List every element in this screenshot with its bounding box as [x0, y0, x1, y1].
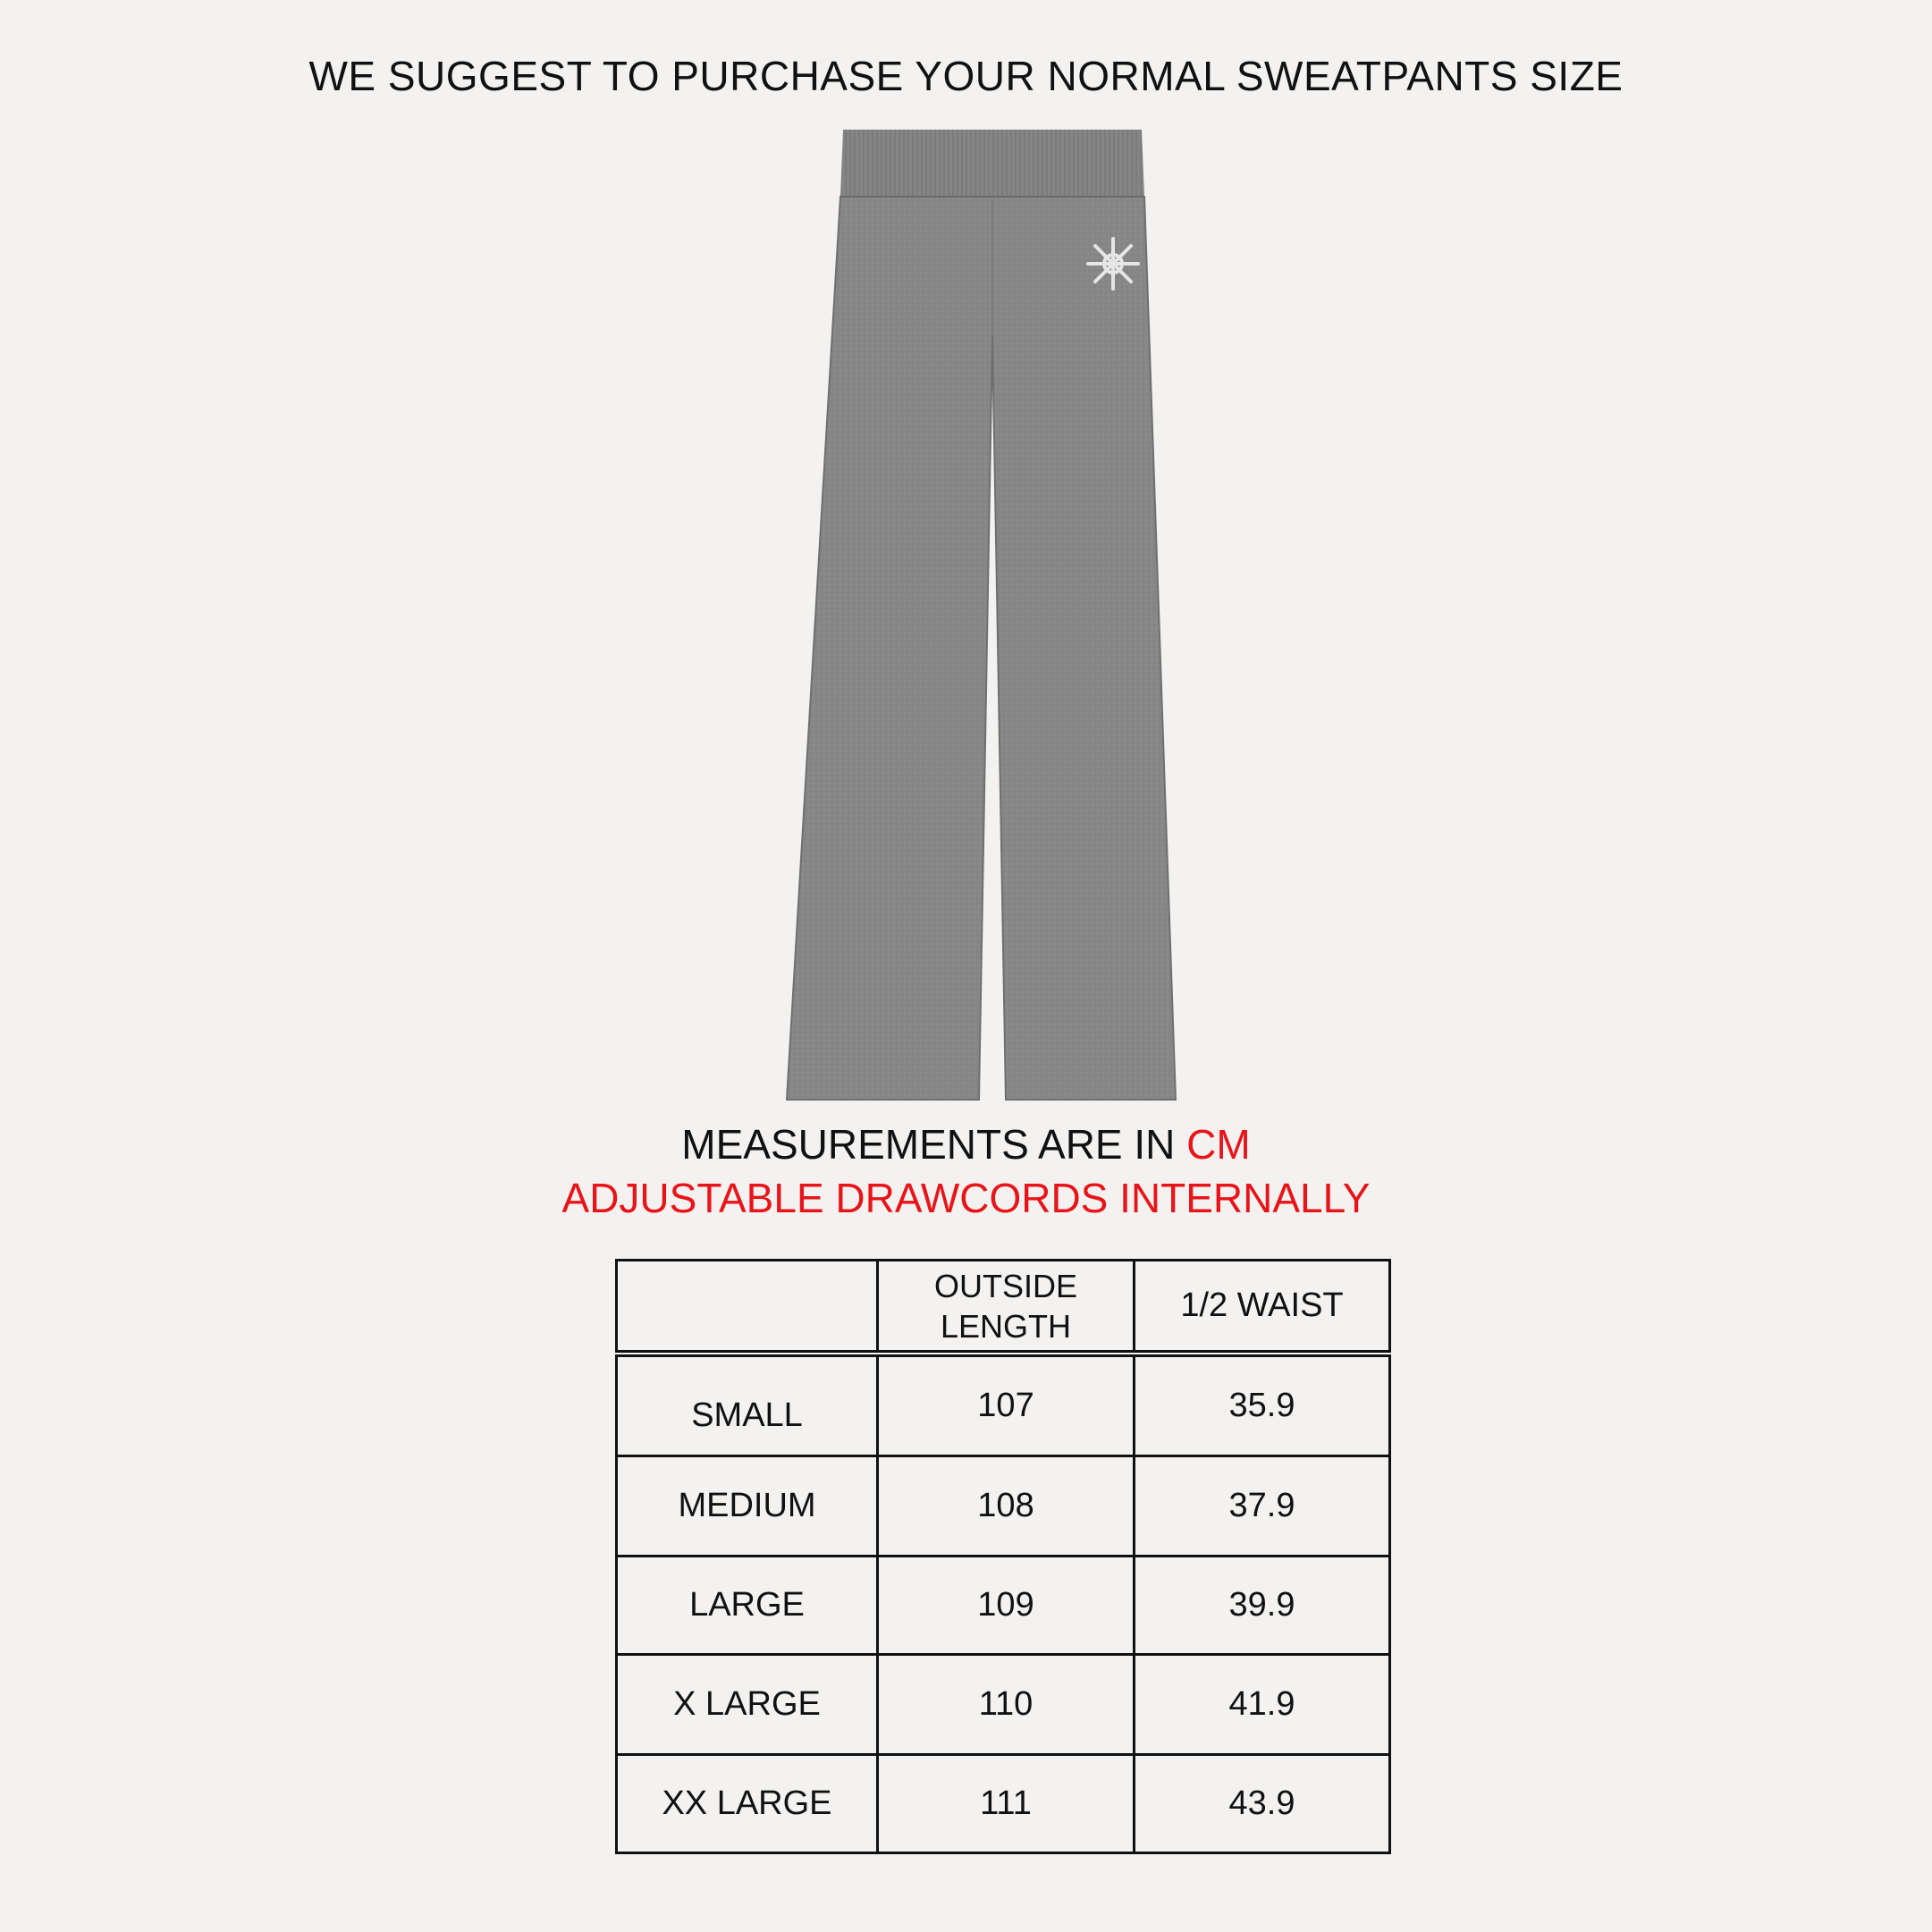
waist-medium: 37.9 — [1133, 1455, 1391, 1557]
header-outside-length — [876, 1259, 1135, 1353]
header-outside-length-label: OUTSIDE LENGTH — [933, 1267, 1077, 1345]
header-blank-cell — [615, 1259, 879, 1353]
length-xx-large: 111 — [876, 1753, 1135, 1854]
waist-large: 39.9 — [1133, 1555, 1391, 1656]
length-x-large: 110 — [876, 1653, 1135, 1756]
page-headline: WE SUGGEST TO PURCHASE YOUR NORMAL SWEATPANTS SIZE — [308, 53, 1624, 99]
size-medium: MEDIUM — [615, 1455, 879, 1557]
measurement-unit: CM — [1186, 1121, 1251, 1168]
length-large: 109 — [876, 1555, 1135, 1656]
size-small: SMALL — [615, 1354, 879, 1457]
length-medium: 108 — [876, 1455, 1135, 1557]
drawcords-note: ADJUSTABLE DRAWCORDS INTERNALLY — [561, 1175, 1371, 1221]
header-half-waist: 1/2 WAIST — [1133, 1259, 1391, 1353]
logo-emblem — [1088, 239, 1138, 289]
waist-small: 35.9 — [1133, 1354, 1391, 1457]
waist-xx-large: 43.9 — [1133, 1753, 1391, 1854]
measurement-prefix: MEASUREMENTS ARE IN — [681, 1121, 1187, 1168]
measurement-units-note — [0, 1120, 1932, 1168]
length-small: 107 — [876, 1354, 1135, 1457]
waist-x-large: 41.9 — [1133, 1653, 1391, 1756]
size-large: LARGE — [615, 1555, 879, 1656]
sweatpants-image — [778, 130, 1207, 1104]
size-xx-large: XX LARGE — [615, 1753, 879, 1854]
size-x-large: X LARGE — [615, 1653, 879, 1756]
